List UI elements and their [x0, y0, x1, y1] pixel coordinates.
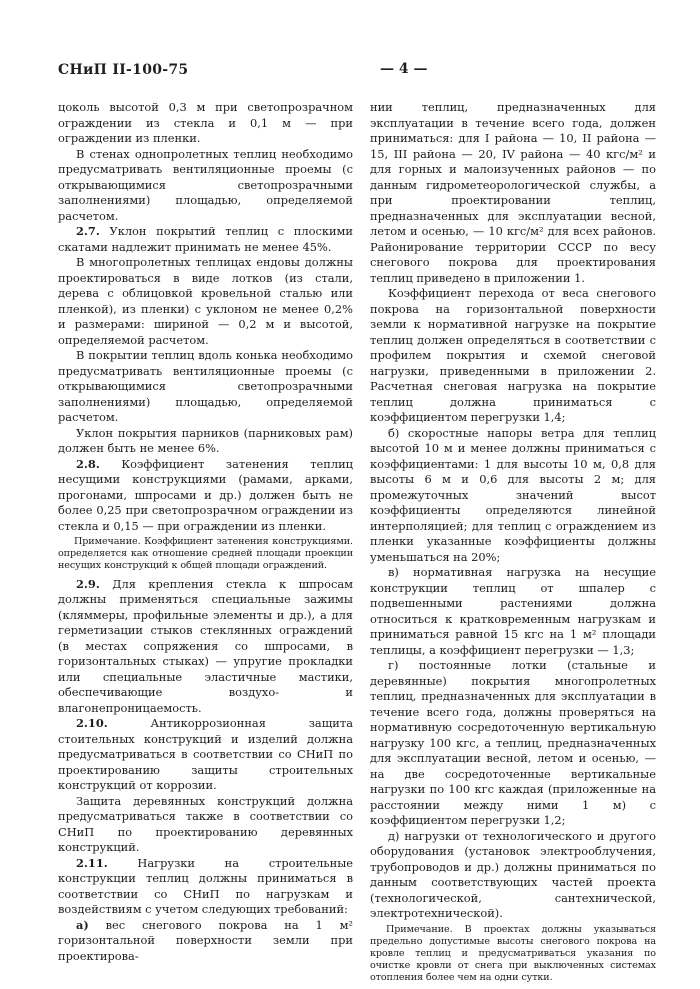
body-paragraph: б) скоростные напоры ветра для теплиц высотой 10 м и менее должны приниматься с коэффициентами: 1 для высоты 10 м, 0,8 для высоты 6 м и 0,6 для высоты 2 м; для промежуточных значений высот коэффициенты определяются линейной интерполяцией; для теплиц с ограждением из пленки указанные коэффициенты должны уменьшаться на 20%;: [370, 425, 656, 564]
body-paragraph: в) нормативная нагрузка на несущие конструкции теплиц от шпалер с подвешенными растениями должна относиться к кратковременным нагрузкам и приниматься равной 15 кгс на 1 м² площади теплицы, а коэффициент перегрузки — 1,3;: [370, 565, 656, 657]
clause-text: Нагрузки на строительные конструкции теплиц должны приниматься в соответствии со СНиП по нагрузкам и воздействиям с учетом следующих требований:: [58, 855, 353, 917]
clause-text: Антикоррозионная защита стоительных конструкций и изделий должна предусматриваться в соответствии со СНиП по проектированию защиты строительных конструкций от коррозии.: [58, 716, 353, 793]
clause-number: 2.8.: [76, 456, 100, 471]
numbered-clause: [58, 577, 353, 717]
body-paragraph: В стенах однопролетных теплиц необходимо предусматривать вентиляционные проемы (с открывающимися светопрозрачными заполнениями) площадью, определяемой расчетом.: [58, 146, 353, 223]
body-paragraph: г) постоянные лотки (стальные и деревянные) покрытия многопролетных теплиц, предназначенных для эксплуатации в течение всего года, должны проверяться на нормативную сосредоточенную вертикальную нагрузку 100 кгс, а теплиц, предназначенных для эксплуатации весной, летом и осенью, — на две сосредоточенные вертикальные нагрузки по 100 кгс каждая (приложенные на расстоянии между ними 1 м) с коэффициентом перегрузки 1,2;: [370, 658, 656, 827]
body-paragraph: Коэффициент перехода от веса снегового покрова на горизонтальной поверхности земли к нормативной нагрузке на покрытие теплиц должен определяться в соответствии с профилем покрытия и схемой снеговой нагрузки, приведенными в приложении 2. Расчетная снеговая нагрузка на покрытие теплиц должна приниматься с коэффициентом перегрузки 1,4;: [370, 286, 656, 424]
body-paragraph: нии теплиц, предназначенных для эксплуатации в течение всего года, должен приниматься: для I района — 10, II района — 15, III района — 20, IV района — 40 кгс/м² и для горных и малоизученных районов — по данным гидрометеорологической службы, а при проектировании теплиц, предназначенных для эксплуатации весной, летом и осенью, — 10 кгс/м² для всех районов. Районирование территории СССР по весу снегового покрова для проектирования теплиц приведено в приложении 1.: [370, 100, 656, 285]
body-paragraph: цоколь высотой 0,3 м при светопрозрачном ограждении из стекла и 0,1 м — при ограждении из пленки.: [58, 100, 353, 145]
clause-number: 2.11.: [76, 855, 108, 870]
left-text-column: [58, 100, 353, 964]
note-paragraph: Примечание. Коэффициент затенения конструкциями. определяется как отношение средней площади проекции несущих конструкций к общей площади ограждений.: [58, 536, 353, 572]
page-number: — 4 —: [380, 61, 428, 77]
numbered-clause: [58, 224, 353, 255]
body-paragraph: В многопролетных теплицах ендовы должны проектироваться в виде лотков (из стали, дерева с облицовкой кровельной сталью или пленкой), из пленки) с уклоном не менее 0,2% и размерами: шириной — 0,2 м и высотой, определяемой расчетом.: [58, 255, 353, 347]
clause-number: 2.9.: [76, 576, 100, 591]
clause-text: Для крепления стекла к шпросам должны применяться специальные зажимы (кляммеры, профильные элементы и др.), а для герметизации стыков стеклянных ограждений (в местах сопряжения со шпросами, в горизонтальных стыках) — упругие прокладки или специальные эластичные мастики, обеспечивающие воздухо- и влагонепроницаемость.: [58, 576, 353, 715]
numbered-clause: [58, 716, 353, 794]
document-code: СНиП II-100-75: [58, 62, 189, 78]
clause-text: вес снегового покрова на 1 м² горизонтальной поверхности земли при проектирова-: [58, 917, 353, 963]
note-paragraph: Примечание. В проектах должны указываться предельно допустимые высоты снегового покрова на кровле теплиц и предусматриваться указания по очистке кровли от снега при выключенных системах отопления более чем на одни сутки.: [370, 923, 656, 984]
right-text-column: [370, 100, 656, 989]
numbered-clause: [58, 457, 353, 535]
clause-number: 2.10.: [76, 716, 108, 731]
body-paragraph: Уклон покрытия парников (парниковых рам) должен быть не менее 6%.: [58, 425, 353, 455]
body-paragraph: Защита деревянных конструкций должна предусматриваться также в соответствии со СНиП по проектированию деревянных конструкций.: [58, 793, 353, 855]
clause-text: Уклон покрытий теплиц с плоскими скатами надлежит принимать не менее 45%.: [58, 224, 353, 254]
lettered-clause: [58, 918, 353, 965]
body-paragraph: В покрытии теплиц вдоль конька необходимо предусматривать вентиляционные проемы (с открывающимися светопрозрачными заполнениями) площадью, определяемой расчетом.: [58, 348, 353, 424]
clause-number: а): [76, 917, 89, 932]
page-header: [58, 62, 642, 82]
clause-text: Коэффициент затенения теплиц несущими конструкциями (рамами, арками, прогонами, шпросами и др.) должен быть не более 0,25 при светопрозрачном ограждении из стекла и 0,15 — при ограждении из пленки.: [58, 456, 353, 533]
clause-number: 2.7.: [76, 224, 100, 238]
body-paragraph: д) нагрузки от технологического и другого оборудования (установок электрооблучения, трубопроводов и др.) должны приниматься по данным соответствующих частей проекта (технологической, сантехнической, электротехнической).: [370, 828, 656, 920]
